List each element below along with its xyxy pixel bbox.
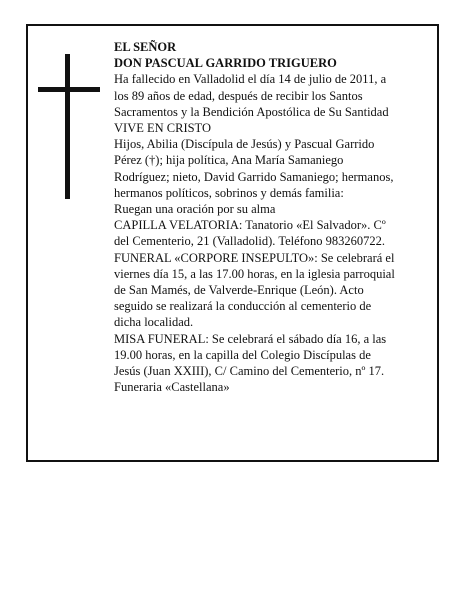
- notice-line: VIVE EN CRISTO: [114, 121, 211, 136]
- notice-line: FUNERAL «CORPORE INSEPULTO»: Se celebrará el: [114, 250, 395, 265]
- notice-line: Pérez (†); hija política, Ana María Samaniego: [114, 153, 344, 168]
- notice-line: Hijos, Abilia (Discípula de Jesús) y Pascual Garrido: [114, 137, 375, 152]
- notice-line: dicha localidad.: [114, 315, 194, 330]
- notice-line: Jesús (Juan XXIII), C/ Camino del Cementerio, nº 17.: [114, 364, 385, 379]
- notice-line: Sacramentos y la Bendición Apostólica de Su Santidad: [114, 104, 389, 119]
- notice-line: Funeraria «Castellana»: [114, 380, 230, 395]
- notice-line: los 89 años de edad, después de recibir los Santos: [114, 88, 363, 103]
- deceased-name: DON PASCUAL GARRIDO TRIGUERO: [114, 56, 337, 71]
- notice-line: del Cementerio, 21 (Valladolid). Teléfono 983260722.: [114, 234, 386, 249]
- notice-line: CAPILLA VELATORIA: Tanatorio «El Salvador». Cº: [114, 218, 386, 233]
- notice-line: Rodríguez; nieto, David Garrido Samaniego; hermanos,: [114, 169, 394, 184]
- notice-line: 19.00 horas, en la capilla del Colegio Discípulas de: [114, 347, 371, 362]
- cross-horizontal-bar: [38, 87, 100, 92]
- cross-icon: [38, 54, 100, 199]
- notice-line: de San Mamés, de Valverde-Enrique (León). Acto: [114, 283, 364, 298]
- notice-heading: EL SEÑOR: [114, 40, 177, 54]
- notice-line: Ruegan una oración por su alma: [114, 202, 276, 217]
- notice-line: hermanos políticos, sobrinos y demás familia:: [114, 185, 344, 200]
- cross-vertical-bar: [65, 54, 70, 199]
- notice-text: [114, 39, 432, 395]
- notice-line: MISA FUNERAL: Se celebrará el sábado día 16, a las: [114, 331, 387, 346]
- notice-line: viernes día 15, a las 17.00 horas, en la iglesia parroquial: [114, 266, 395, 281]
- notice-line: Ha fallecido en Valladolid el día 14 de julio de 2011, a: [114, 72, 387, 87]
- notice-line: seguido se realizará la conducción al cementerio de: [114, 299, 372, 314]
